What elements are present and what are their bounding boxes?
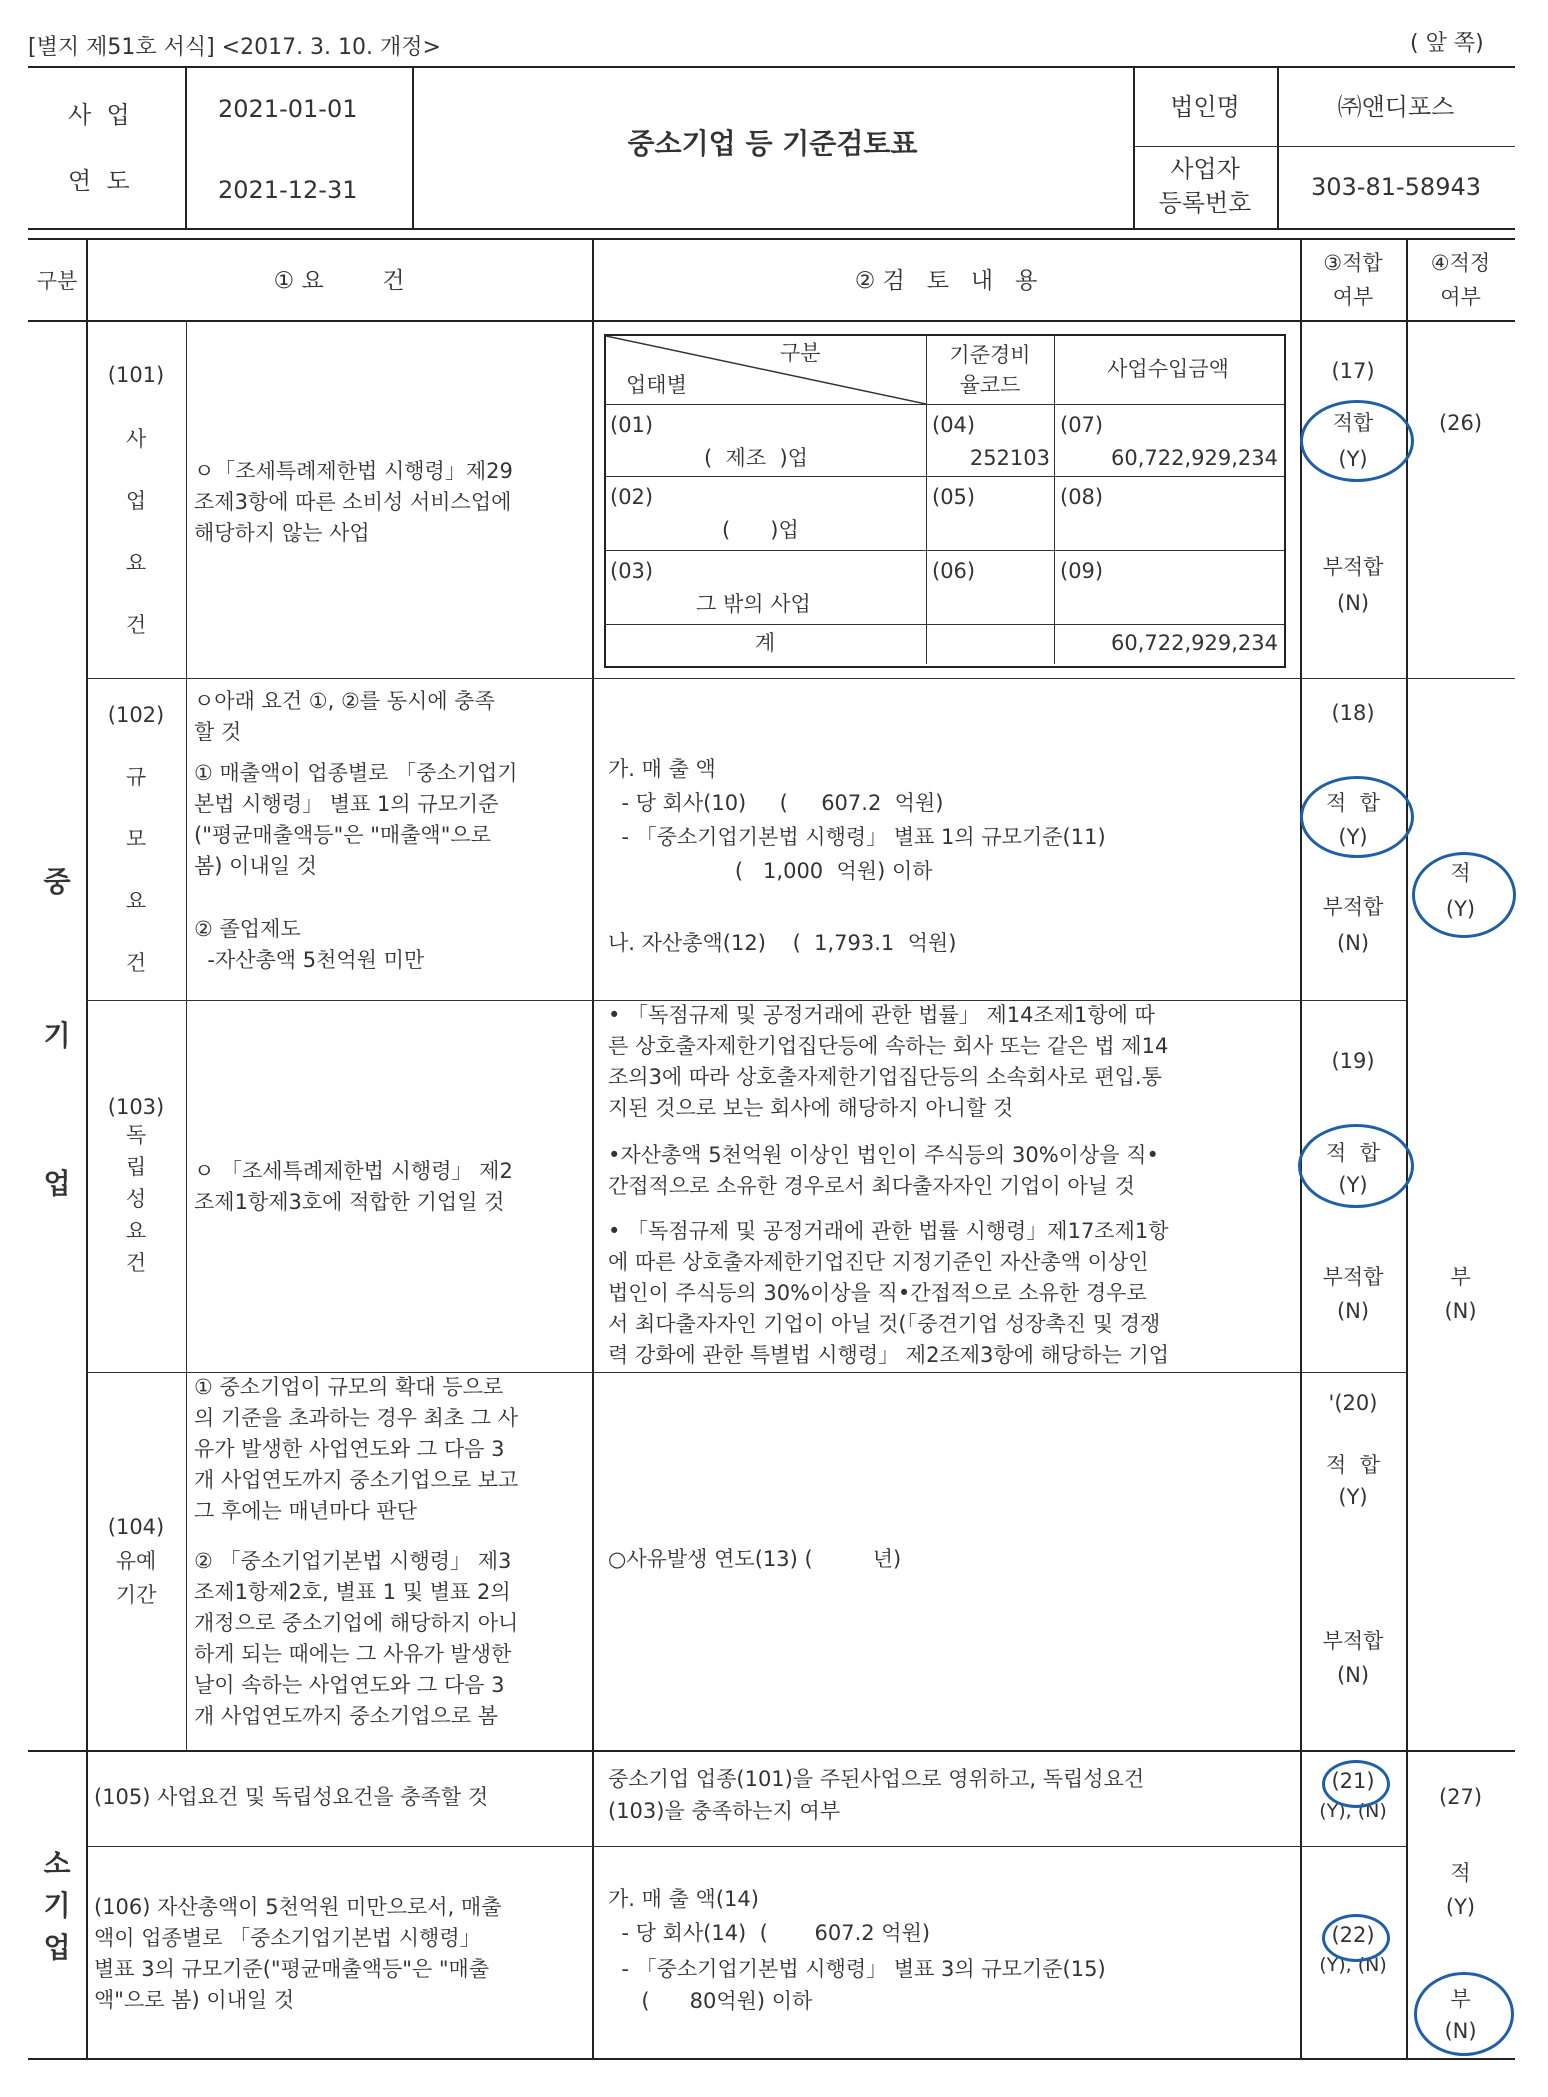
r104-req-7: 조제1항제2호, 별표 1 및 별표 2의: [194, 1580, 511, 1604]
r106-req-2: 액이 업종별로 「중소기업기본법 시행령」: [94, 1926, 481, 1950]
r106-fit-circle: [1322, 1914, 1390, 1962]
reg-label-2: 등록번호: [1158, 189, 1252, 217]
r104-fit-n2: (N): [1336, 1663, 1370, 1687]
r102-name-1: 규: [125, 765, 147, 789]
rev-row3-code-no: (06): [932, 559, 976, 583]
rev-row1-no: (01): [610, 413, 654, 437]
r103-review-8: 에 따른 상호출자제한기업진단 지정기준인 자산총액 이상인: [608, 1250, 1149, 1274]
r103-code: (103): [107, 1095, 165, 1119]
r101-name-1: 사: [125, 427, 147, 451]
r105-proper-no: (27): [1438, 1785, 1483, 1809]
r101-code: (101): [107, 363, 165, 387]
rev-row2-amt-no: (08): [1060, 485, 1104, 509]
r102-review-4: ( 1,000 억원) 이하: [608, 859, 933, 883]
r104-req-6: ② 「중소기업기본법 시행령」 제3: [194, 1549, 512, 1573]
header-fit-1: ③적합: [1323, 251, 1383, 275]
r102-review-1: 가. 매 출 액: [608, 757, 716, 781]
r103-review-10: 서 최다출자자인 기업이 아닐 것(「중견기업 성장촉진 및 경쟁: [608, 1312, 1161, 1336]
r102-proper-y2: (Y): [1445, 897, 1476, 921]
end-date: 2021-12-31: [218, 176, 358, 204]
r106-review-1: 가. 매 출 액(14): [608, 1887, 759, 1911]
r103-proper-n2: (N): [1444, 1299, 1477, 1323]
page-title: 중소기업 등 기준검토표: [627, 127, 918, 160]
r102-code: (102): [107, 703, 165, 727]
rev-row2-code-no: (05): [932, 485, 976, 509]
r103-name-5: 건: [125, 1251, 147, 1275]
start-date: 2021-01-01: [218, 95, 358, 123]
r102-review-5: 나. 자산총액(12) ( 1,793.1 억원): [608, 931, 957, 955]
rev-row1-amt: 60,722,929,234: [1111, 446, 1278, 470]
r102-fit-circle: [1300, 776, 1414, 858]
rev-row1-code-no: (04): [932, 413, 976, 437]
r106-review-4: ( 80억원) 이하: [608, 1989, 813, 2013]
section-small-1: 소: [43, 1847, 71, 1880]
r105-proper-n2: (N): [1444, 2019, 1477, 2043]
corp-name-label: 법인명: [1170, 93, 1240, 121]
r105-proper-y: 적: [1450, 1861, 1471, 1885]
r104-req-1: ① 중소기업이 규모의 확대 등으로: [194, 1375, 504, 1399]
header-category: 구분: [36, 269, 78, 293]
rev-row3-no: (03): [610, 559, 654, 583]
r104-req-4: 개 사업연도까지 중소기업으로 보고: [194, 1468, 519, 1492]
section-sme-2: 기: [43, 1019, 71, 1052]
r101-req-3: 해당하지 않는 사업: [194, 521, 370, 545]
r104-req-8: 개정으로 중소기업에 해당하지 아니: [194, 1611, 519, 1635]
r102-name-2: 모: [125, 827, 147, 851]
r101-req-2: 조제3항에 따른 소비성 서비스업에: [194, 490, 512, 514]
r106-fit-no: (22): [1331, 1923, 1375, 1947]
r102-req-3: ① 매출액이 업종별로 「중소기업기: [194, 761, 518, 785]
r102-req-6: 봄) 이내일 것: [194, 854, 317, 878]
r103-fit-circle: [1298, 1124, 1414, 1208]
r103-name-2: 립: [125, 1155, 147, 1179]
r104-fit-y: 적 합: [1326, 1453, 1380, 1477]
rev-row2-name: ( )업: [722, 518, 799, 542]
r103-fit-no: (19): [1331, 1049, 1375, 1073]
r102-fit-y: 적 합: [1326, 791, 1380, 815]
r103-review-2: 른 상호출자제한기업집단등에 속하는 회사 또는 같은 법 제14: [608, 1034, 1169, 1058]
r102-name-3: 요: [125, 889, 147, 913]
r104-fit-no: '(20): [1328, 1391, 1378, 1415]
diag-top-label: 구분: [780, 341, 821, 365]
r104-req-11: 개 사업연도까지 중소기업으로 봄: [194, 1704, 499, 1728]
r105-proper-y2: (Y): [1445, 1895, 1476, 1919]
r104-code: (104): [107, 1515, 165, 1539]
r102-req-7: ② 졸업제도: [194, 917, 301, 941]
r104-req-3: 유가 발생한 사업연도와 그 다음 3: [194, 1437, 505, 1461]
r103-review-11: 력 강화에 관한 특별법 시행령」 제2조제3항에 해당하는 기업: [608, 1343, 1170, 1367]
r102-req-8: -자산총액 5천억원 미만: [194, 948, 425, 972]
r103-fit-n: 부적합: [1322, 1265, 1384, 1289]
code-header-2: 율코드: [959, 373, 1021, 397]
header-proper-2: 여부: [1440, 285, 1481, 309]
header-fit-2: 여부: [1332, 285, 1374, 309]
r101-fit-y2: (Y): [1338, 447, 1368, 471]
r101-fit-n: 부적합: [1322, 555, 1384, 579]
r106-req-1: (106) 자산총액이 5천억원 미만으로서, 매출: [94, 1895, 502, 1919]
r103-review-7: • 「독점규제 및 공정거래에 관한 법률 시행령」제17조제1항: [608, 1219, 1169, 1243]
r102-fit-n: 부적합: [1322, 895, 1384, 919]
r103-fit-y: 적 합: [1326, 1141, 1380, 1165]
r106-req-3: 별표 3의 규모기준("평균매출액등"은 "매출: [94, 1957, 490, 1981]
r105-fit-yn: (Y), (N): [1319, 1800, 1387, 1822]
r101-fit-no: (17): [1331, 359, 1375, 383]
period-label-1: 사 업: [68, 101, 130, 129]
r103-req-1: ㅇ 「조세특례제한법 시행령」 제2: [194, 1159, 513, 1183]
r103-review-4: 지된 것으로 보는 회사에 해당하지 아니할 것: [608, 1096, 1014, 1120]
r103-review-3: 조의3에 따라 상호출자제한기업집단등의 소속회사로 편입.통: [608, 1065, 1162, 1089]
rev-total-label: 계: [754, 631, 776, 655]
r101-name-3: 요: [125, 551, 147, 575]
rev-row1-name: ( 제조 )업: [704, 446, 808, 470]
r103-fit-n2: (N): [1336, 1299, 1370, 1323]
section-sme-1: 중: [43, 865, 71, 898]
section-sme-3: 업: [43, 1167, 71, 1200]
r101-name-2: 업: [125, 489, 147, 513]
r104-req-10: 날이 속하는 사업연도와 그 다음 3: [194, 1673, 505, 1697]
r102-req-1: ㅇ아래 요건 ①, ②를 동시에 충족: [194, 689, 495, 713]
r104-review: ○사유발생 연도(13) ( 년): [608, 1547, 902, 1571]
rev-row3-amt-no: (09): [1060, 559, 1104, 583]
r104-fit-y2: (Y): [1338, 1485, 1368, 1509]
r103-name-4: 요: [125, 1219, 147, 1243]
r104-req-5: 그 후에는 매년마다 판단: [194, 1499, 417, 1523]
r101-fit-circle: [1300, 400, 1414, 482]
r102-proper-y: 적: [1450, 861, 1471, 885]
r102-req-4: 본법 시행령」 별표 1의 규모기준: [194, 792, 499, 816]
r105-review-1: 중소기업 업종(101)을 주된사업으로 영위하고, 독립성요건: [608, 1767, 1145, 1791]
r104-name-2: 기간: [115, 1583, 157, 1607]
r102-fit-y2: (Y): [1338, 825, 1368, 849]
amount-header: 사업수입금액: [1107, 357, 1229, 381]
r105-proper-circle: [1414, 1972, 1514, 2056]
r102-req-2: 할 것: [194, 720, 242, 744]
r101-proper-no: (26): [1438, 411, 1483, 435]
corp-name: ㈜앤디포스: [1337, 93, 1455, 121]
r103-review-6: 간접적으로 소유한 경우로서 최다출자자인 기업이 아닐 것: [608, 1174, 1135, 1198]
r105-proper-n: 부: [1450, 1987, 1471, 2011]
rev-row2-no: (02): [610, 485, 654, 509]
r106-fit-yn: (Y), (N): [1319, 1954, 1387, 1976]
r102-fit-no: (18): [1331, 701, 1375, 725]
rev-row1-code: 252103: [969, 446, 1050, 470]
r101-req-1: ㅇ「조세특례제한법 시행령」제29: [194, 459, 513, 483]
r103-proper-n: 부: [1450, 1265, 1471, 1289]
period-label-2: 연 도: [68, 167, 130, 195]
r103-review-9: 법인이 주식등의 30%이상을 직•간접적으로 소유한 경우로: [608, 1281, 1147, 1305]
diag-bottom-label: 업태별: [626, 373, 687, 397]
r105-fit-circle: [1322, 1760, 1390, 1808]
form-id: [별지 제51호 서식] <2017. 3. 10. 개정>: [28, 35, 441, 60]
page-side: ( 앞 쪽): [1410, 31, 1484, 56]
r104-name-1: 유예: [115, 1549, 157, 1573]
reg-no: 303-81-58943: [1310, 173, 1481, 201]
r103-name-1: 독: [125, 1123, 147, 1147]
r102-proper-circle: [1412, 852, 1516, 938]
r104-req-9: 하게 되는 때에는 그 사유가 발생한: [194, 1642, 512, 1666]
r103-fit-y2: (Y): [1338, 1173, 1368, 1197]
r101-fit-n2: (N): [1336, 591, 1370, 615]
r102-fit-n2: (N): [1336, 931, 1370, 955]
r105-review-2: (103)을 충족하는지 여부: [608, 1799, 841, 1823]
header-proper-1: ④적정: [1430, 251, 1491, 275]
reg-label-1: 사업자: [1170, 155, 1240, 183]
r101-fit-y: 적합: [1332, 411, 1374, 435]
header-review: ② 검 토 내 용: [854, 268, 1038, 294]
r106-review-3: - 「중소기업기본법 시행령」 별표 3의 규모기준(15): [608, 1957, 1106, 1981]
header-requirement: ① 요 건: [273, 268, 405, 294]
r105-req: (105) 사업요건 및 독립성요건을 충족할 것: [94, 1785, 489, 1809]
r101-name-4: 건: [125, 613, 147, 637]
r102-review-2: - 당 회사(10) ( 607.2 억원): [608, 791, 944, 815]
section-small-3: 업: [43, 1931, 71, 1964]
rev-total-amt: 60,722,929,234: [1111, 631, 1278, 655]
r104-req-2: 의 기준을 초과하는 경우 최초 그 사: [194, 1406, 519, 1430]
r103-name-3: 성: [125, 1187, 147, 1211]
rev-row1-amt-no: (07): [1060, 413, 1104, 437]
r102-req-5: ("평균매출액등"은 "매출액"으로: [194, 823, 491, 847]
r103-req-2: 조제1항제3호에 적합한 기업일 것: [194, 1190, 505, 1214]
r102-name-4: 건: [125, 951, 147, 975]
section-small-2: 기: [43, 1889, 71, 1922]
r106-review-2: - 당 회사(14) ( 607.2 억원): [608, 1921, 931, 1945]
r103-review-1: • 「독점규제 및 공정거래에 관한 법률」 제14조제1항에 따: [608, 1003, 1155, 1027]
r105-fit-no: (21): [1331, 1769, 1375, 1793]
r102-review-3: - 「중소기업기본법 시행령」 별표 1의 규모기준(11): [608, 825, 1106, 849]
r106-req-4: 액"으로 봄) 이내일 것: [94, 1988, 295, 2012]
r103-review-5: •자산총액 5천억원 이상인 법인이 주식등의 30%이상을 직•: [608, 1143, 1159, 1167]
rev-row3-name: 그 밖의 사업: [696, 592, 811, 616]
code-header-1: 기준경비: [949, 343, 1031, 367]
r104-fit-n: 부적합: [1322, 1629, 1384, 1653]
